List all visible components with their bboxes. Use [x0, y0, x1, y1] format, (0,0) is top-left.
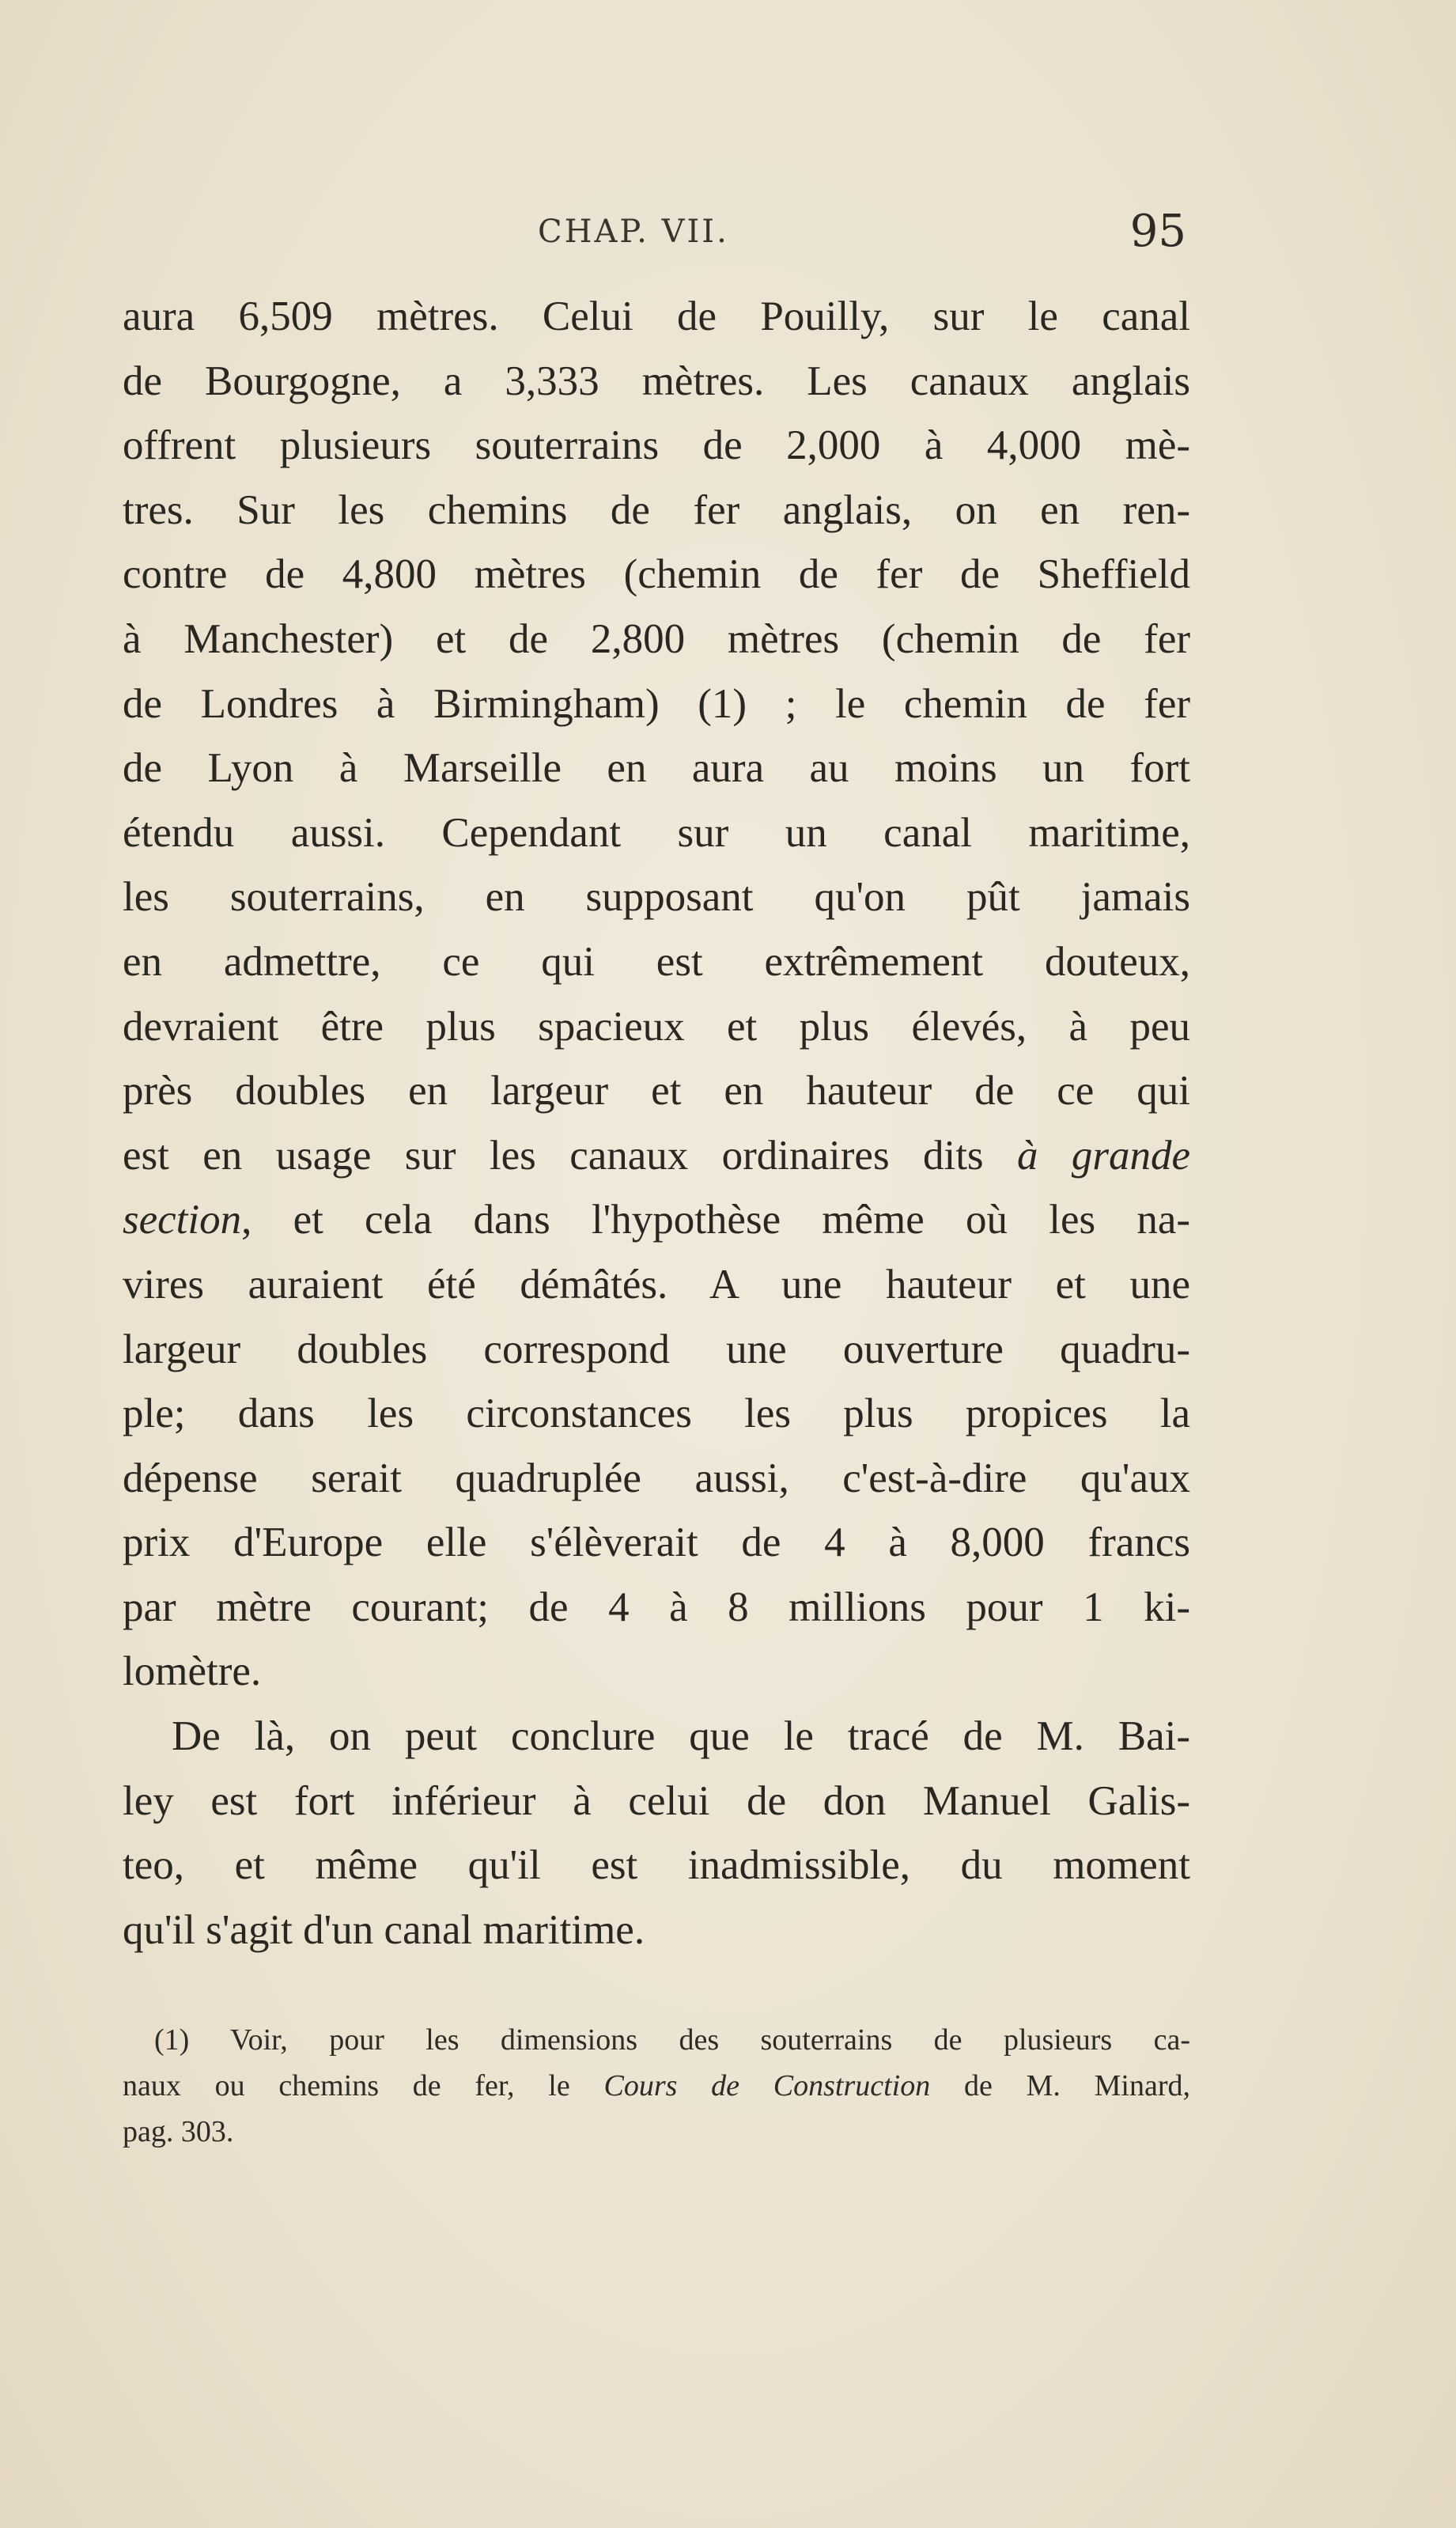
text-line: lomètre.: [123, 1648, 262, 1695]
text-line: à Manchester) et de 2,800 mètres (chemin de fer: [123, 615, 1190, 662]
text-line: qu'il s'agit d'un canal maritime.: [123, 1906, 645, 1953]
text-line: offrent plusieurs souterrains de 2,000 à 4,000 mè-: [123, 422, 1190, 469]
paragraph-start: De là, on peut conclure que le tracé de M. Bai-: [172, 1713, 1190, 1760]
main-text: [123, 285, 1190, 1962]
text-line: prix d'Europe elle s'élèverait de 4 à 8,000 francs: [123, 1519, 1190, 1566]
text-line: de Londres à Birmingham) (1) ; le chemin de fer: [123, 680, 1190, 727]
text-line: par mètre courant; de 4 à 8 millions pour 1 ki-: [123, 1584, 1190, 1630]
text-segment: naux ou chemins de fer, le: [123, 2069, 604, 2102]
italic-term: à grande: [1016, 1132, 1190, 1179]
text-segment: de M. Minard,: [930, 2069, 1191, 2102]
text-line: de Bourgogne, a 3,333 mètres. Les canaux anglais: [123, 358, 1190, 404]
footnote-line: pag. 303.: [123, 2115, 234, 2148]
page-number: 95: [1129, 206, 1186, 257]
text-line: près doubles en largeur et en hauteur de ce qui: [123, 1068, 1190, 1115]
text-line: ple; dans les circonstances les plus propices la: [123, 1391, 1190, 1437]
footnote-line: (1) Voir, pour les dimensions des souterrains de plusieurs ca-: [154, 2023, 1190, 2057]
text-line: dépense serait quadruplée aussi, c'est-à-dire qu'aux: [123, 1455, 1190, 1501]
text-line: en admettre, ce qui est extrêmement douteux,: [123, 938, 1190, 985]
text-line: vires auraient été démâtés. A une hauteur et une: [123, 1261, 1190, 1308]
footnote: [123, 2017, 1190, 2155]
text-line: les souterrains, en supposant qu'on pût jamais: [123, 874, 1190, 921]
text-line: devraient être plus spacieux et plus élevés, à peu: [123, 1003, 1190, 1050]
italic-term: section: [123, 1197, 242, 1243]
text-line: contre de 4,800 mètres (chemin de fer de Sheffield: [123, 551, 1190, 598]
running-head: CHAP. VII.: [538, 214, 729, 250]
text-line: de Lyon à Marseille en aura au moins un fort: [123, 745, 1190, 792]
text-segment: , et cela dans l'hypothèse même où les na-: [241, 1197, 1190, 1243]
text-line: étendu aussi. Cependant sur un canal maritime,: [123, 809, 1190, 856]
footnote-line: [123, 2063, 1190, 2109]
text-line: largeur doubles correspond une ouverture quadru-: [123, 1326, 1190, 1372]
text-line: [123, 1188, 1190, 1253]
text-line: tres. Sur les chemins de fer anglais, on en ren-: [123, 486, 1190, 533]
text-line: [123, 1124, 1190, 1189]
italic-term: Cours de Construction: [603, 2069, 931, 2102]
text-line: ley est fort inférieur à celui de don Manuel Galis-: [123, 1777, 1190, 1824]
page-header: [119, 206, 1186, 277]
text-line: aura 6,509 mètres. Celui de Pouilly, sur le canal: [123, 293, 1190, 339]
text-line: teo, et même qu'il est inadmissible, du moment: [123, 1842, 1190, 1889]
text-segment: est en usage sur les canaux ordinaires dits: [123, 1132, 1017, 1179]
